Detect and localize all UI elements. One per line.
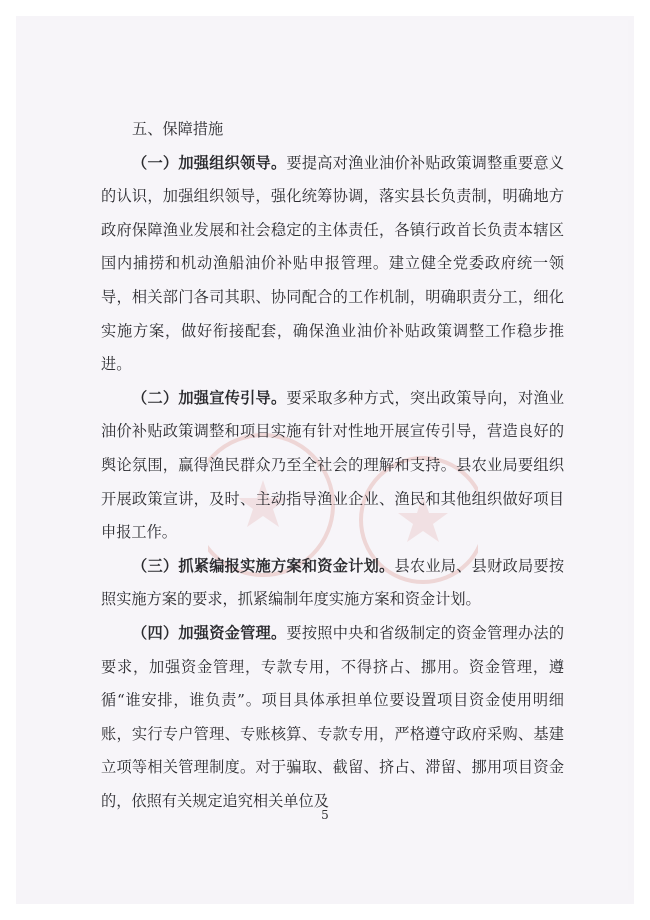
paragraph-3-text: 县农业局、县财政局要按照实施方案的要求，抓紧编制年度实施方案和资金计划。	[101, 556, 564, 609]
paragraph-3-lead: （三）抓紧编报实施方案和资金计划。	[132, 556, 395, 575]
paragraph-1-lead: （一）加强组织领导。	[132, 153, 287, 172]
paragraph-1	[101, 147, 564, 382]
paragraph-1-text: 要提高对渔业油价补贴政策调整重要意义的认识，加强组织领导，强化统筹协调，落实县长负责制，明确地方政府保障渔业发展和社会稳定的主体责任，各镇行政首长负责本辖区国内捕捞和机动渔船油价补贴申报管理。建立健全党委政府统一领导，相关部门各司其职、协同配合的工作机制，明确职责分工，细化实施方案，做好衔接配套，确保渔业油价补贴政策调整工作稳步推进。	[101, 153, 564, 374]
paragraph-2-text: 要采取多种方式，突出政策导向，对渔业油价补贴政策调整和项目实施有针对性地开展宣传引导，营造良好的舆论氛围，赢得渔民群众乃至全社会的理解和支持。县农业局要组织开展政策宣讲，及时、主动指导渔业企业、渔民和其他组织做好项目申报工作。	[101, 388, 564, 542]
section-heading: 五、保障措施	[132, 120, 224, 138]
paragraph-4-lead: （四）加强资金管理。	[132, 623, 287, 642]
paragraph-4	[101, 617, 564, 819]
paragraph-4-text: 要按照中央和省级制定的资金管理办法的要求，加强资金管理，专款专用，不得挤占、挪用。资金管理，遵循“谁安排，谁负责”。项目具体承担单位要设置项目资金使用明细账，实行专户管理、专账核算、专款专用，严格遵守政府采购、基建立项等相关管理制度。对于骗取、截留、挤占、滞留、挪用项目资金的，依照有关规定追究相关单位及	[101, 623, 564, 810]
paragraph-2-lead: （二）加强宣传引导。	[132, 388, 287, 407]
page-number: 5	[321, 808, 329, 822]
document-body	[101, 113, 564, 818]
paragraph-3	[101, 550, 564, 617]
paragraph-2	[101, 382, 564, 550]
